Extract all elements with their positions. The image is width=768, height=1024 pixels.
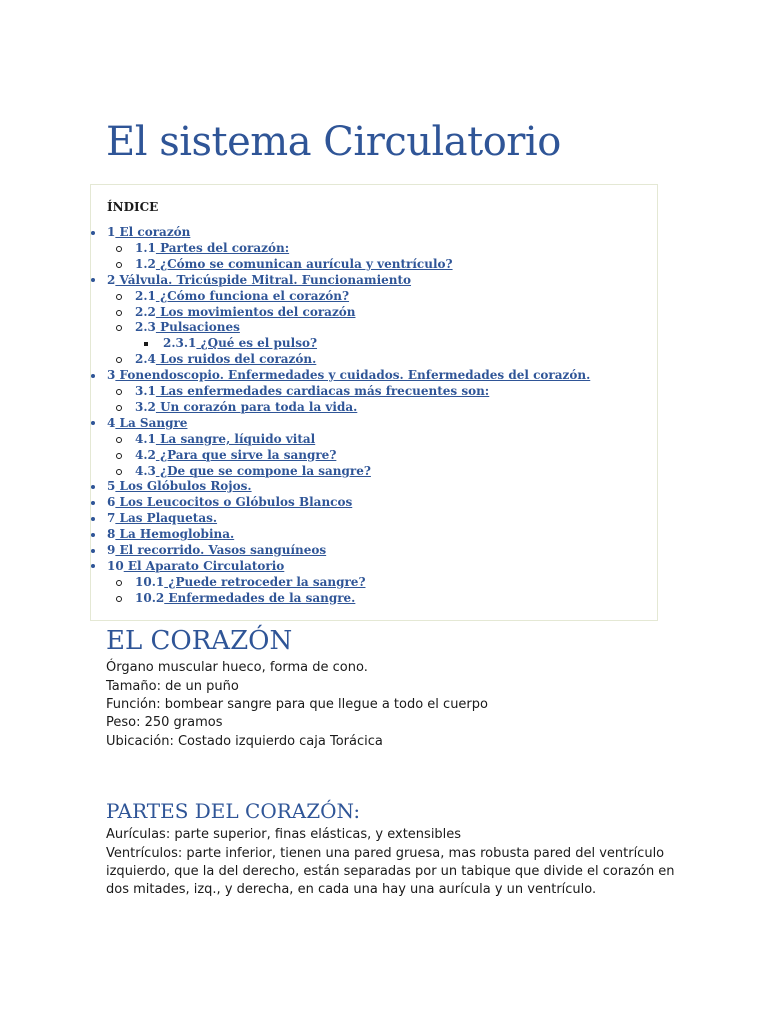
toc-number: 4.1 bbox=[135, 431, 156, 446]
toc-text: Los Leucocitos o Glóbulos Blancos bbox=[115, 495, 353, 510]
body-line: Aurículas: parte superior, finas elásticas, y extensibles bbox=[106, 827, 462, 842]
toc-link[interactable] bbox=[107, 559, 284, 574]
toc-link[interactable] bbox=[135, 320, 240, 335]
body-line: Ventrículos: parte inferior, tienen una pared gruesa, mas robusta pared del ventrículo bbox=[106, 846, 665, 861]
toc-text: ¿Puede retroceder la sangre? bbox=[164, 574, 366, 589]
toc-link[interactable] bbox=[135, 384, 489, 399]
toc-bullet-icon bbox=[116, 580, 122, 586]
toc-text: Partes del corazón: bbox=[155, 240, 290, 255]
toc-link[interactable] bbox=[135, 400, 357, 415]
toc-link[interactable] bbox=[107, 368, 590, 383]
toc-link[interactable] bbox=[107, 495, 352, 510]
toc-bullet-icon bbox=[91, 549, 95, 553]
toc-link[interactable] bbox=[135, 257, 453, 272]
toc-number: 5 bbox=[107, 479, 116, 494]
toc-number: 1 bbox=[107, 225, 116, 239]
toc-text: ¿Qué es el pulso? bbox=[196, 336, 318, 351]
body-line: Órgano muscular hueco, forma de cono. bbox=[106, 660, 368, 675]
toc-bullet-icon bbox=[116, 389, 122, 395]
toc-bullet-icon bbox=[116, 262, 122, 268]
toc-text: Los Glóbulos Rojos. bbox=[115, 479, 252, 494]
toc-text: El recorrido. Vasos sanguíneos bbox=[115, 543, 327, 557]
toc-number: 2.2 bbox=[135, 304, 156, 319]
toc-link[interactable] bbox=[135, 575, 365, 590]
toc-link[interactable] bbox=[135, 305, 355, 320]
toc-number: 2.1 bbox=[135, 288, 156, 303]
toc-number: 7 bbox=[107, 511, 116, 526]
toc-link[interactable] bbox=[163, 336, 317, 351]
toc-bullet-icon bbox=[116, 405, 122, 411]
section-heading-corazon: EL CORAZÓN bbox=[106, 626, 293, 656]
toc-link[interactable] bbox=[135, 352, 316, 367]
toc-number: 3.1 bbox=[135, 384, 156, 398]
toc-bullet-icon bbox=[91, 501, 95, 505]
toc-bullet-icon bbox=[116, 294, 122, 300]
toc-text: Las enfermedades cardiacas más frecuentes son: bbox=[155, 384, 490, 398]
toc-number: 4 bbox=[107, 415, 116, 430]
toc-bullet-icon bbox=[116, 596, 122, 602]
toc-number: 2.4 bbox=[135, 352, 156, 367]
toc-link[interactable] bbox=[135, 448, 336, 463]
toc-bullet-icon bbox=[144, 342, 148, 346]
toc-bullet-icon bbox=[116, 310, 122, 316]
toc-text: Enfermedades de la sangre. bbox=[164, 590, 356, 605]
toc-text: El Aparato Circulatorio bbox=[123, 558, 285, 573]
toc-bullet-icon bbox=[116, 469, 122, 475]
toc-link[interactable] bbox=[135, 289, 349, 304]
toc-number: 3 bbox=[107, 368, 116, 383]
toc-bullet-icon bbox=[91, 517, 95, 521]
toc-number: 9 bbox=[107, 543, 116, 557]
toc-link[interactable] bbox=[107, 225, 190, 240]
toc-bullet-icon bbox=[91, 485, 95, 489]
toc-link[interactable] bbox=[107, 543, 326, 558]
toc-text: Pulsaciones bbox=[155, 320, 240, 335]
toc-link[interactable] bbox=[107, 479, 252, 494]
toc-link[interactable] bbox=[135, 241, 289, 256]
toc-text: El corazón bbox=[115, 225, 191, 239]
toc-bullet-icon bbox=[91, 374, 95, 378]
toc-text: Válvula. Tricúspide Mitral. Funcionamiento bbox=[115, 272, 412, 287]
toc-text: Fonendoscopio. Enfermedades y cuidados. Enfermedades del corazón. bbox=[115, 368, 591, 383]
toc-number: 10.1 bbox=[135, 574, 165, 589]
toc-link[interactable] bbox=[135, 591, 355, 606]
section-heading-partes: PARTES DEL CORAZÓN: bbox=[106, 799, 361, 823]
toc-text: ¿Cómo se comunican aurícula y ventrículo? bbox=[155, 256, 453, 271]
toc-number: 2 bbox=[107, 272, 116, 287]
toc-number: 1.2 bbox=[135, 256, 156, 271]
toc-link[interactable] bbox=[135, 432, 315, 447]
toc-link[interactable] bbox=[107, 416, 187, 431]
toc-text: La sangre, líquido vital bbox=[155, 431, 316, 446]
toc-heading: ÍNDICE bbox=[107, 200, 159, 214]
toc-text: ¿De que se compone la sangre? bbox=[155, 463, 371, 478]
toc-bullet-icon bbox=[91, 533, 95, 537]
toc-text: La Sangre bbox=[115, 415, 188, 430]
toc-text: Los ruidos del corazón. bbox=[155, 352, 317, 367]
toc-link[interactable] bbox=[135, 464, 371, 479]
toc-text: La Hemoglobina. bbox=[115, 527, 235, 542]
toc-bullet-icon bbox=[116, 437, 122, 443]
toc-number: 8 bbox=[107, 527, 116, 542]
toc-text: Las Plaquetas. bbox=[115, 511, 218, 526]
toc-number: 4.3 bbox=[135, 463, 156, 478]
toc-number: 6 bbox=[107, 495, 116, 510]
page-title: El sistema Circulatorio bbox=[106, 119, 561, 165]
toc-link[interactable] bbox=[107, 527, 234, 542]
body-line: izquierdo, que la del derecho, están separadas por un tabique que divide el corazón en bbox=[106, 864, 675, 879]
toc-number: 1.1 bbox=[135, 240, 156, 255]
toc-number: 4.2 bbox=[135, 447, 156, 462]
toc-link[interactable] bbox=[107, 511, 217, 526]
toc-bullet-icon bbox=[91, 231, 95, 235]
toc-text: Un corazón para toda la vida. bbox=[155, 399, 358, 414]
toc-text: ¿Para que sirve la sangre? bbox=[155, 447, 337, 462]
toc-number: 2.3 bbox=[135, 320, 156, 335]
body-line: Peso: 250 gramos bbox=[106, 715, 223, 730]
body-line: dos mitades, izq., y derecha, en cada una hay una aurícula y un ventrículo. bbox=[106, 882, 597, 897]
toc-text: Los movimientos del corazón bbox=[155, 304, 356, 319]
body-line: Tamaño: de un puño bbox=[106, 679, 239, 694]
toc-link[interactable] bbox=[107, 273, 411, 288]
toc-number: 2.3.1 bbox=[163, 336, 197, 351]
toc-text: ¿Cómo funciona el corazón? bbox=[155, 288, 350, 303]
toc-number: 3.2 bbox=[135, 399, 156, 414]
body-line: Función: bombear sangre para que llegue a todo el cuerpo bbox=[106, 697, 488, 712]
toc-number: 10.2 bbox=[135, 590, 165, 605]
toc-number: 10 bbox=[107, 558, 124, 573]
toc-bullet-icon bbox=[116, 453, 122, 459]
toc-bullet-icon bbox=[116, 246, 122, 252]
body-line: Ubicación: Costado izquierdo caja Torácica bbox=[106, 734, 383, 749]
